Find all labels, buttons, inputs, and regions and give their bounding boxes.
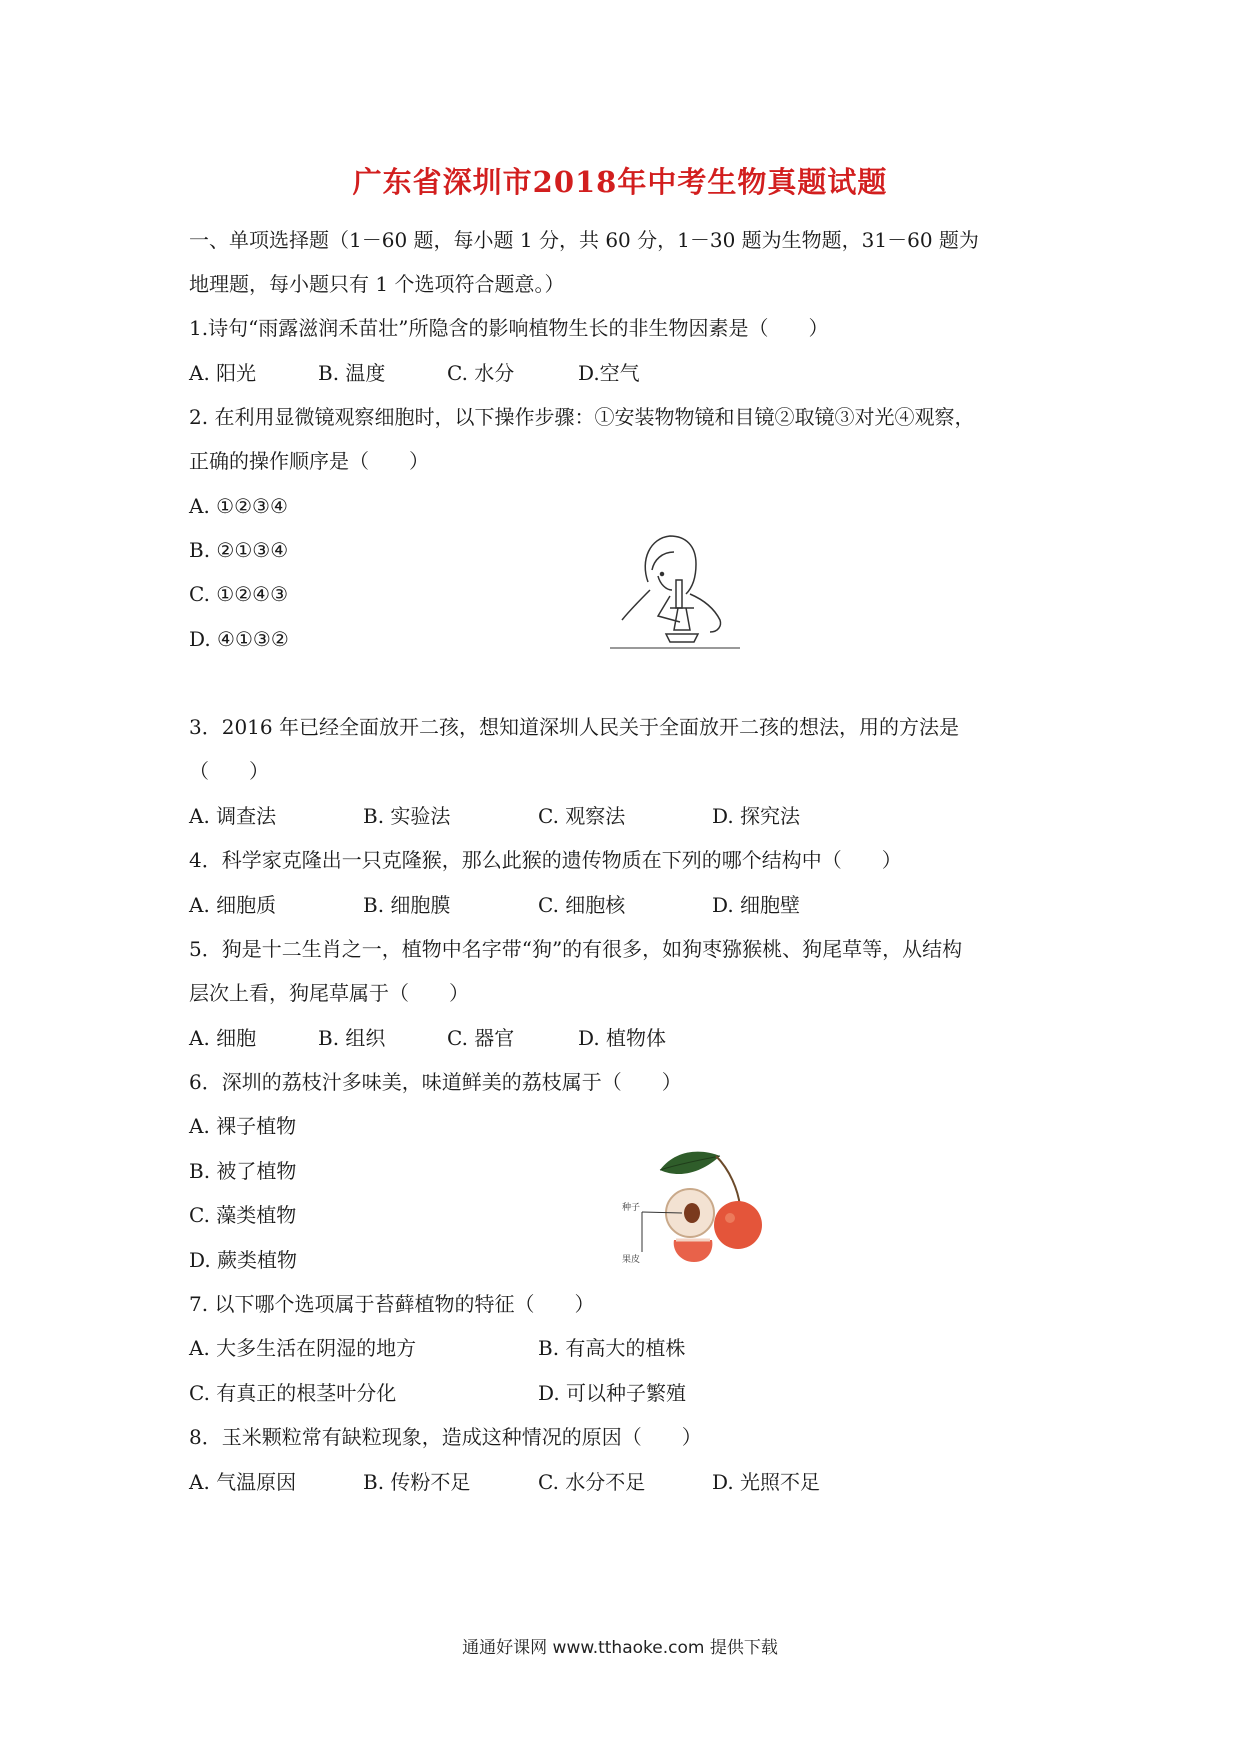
- page-footer: 通通好课网 www.tthaoke.com 提供下载: [462, 1638, 778, 1658]
- option: C. 器官: [447, 1026, 515, 1050]
- question-3-text: 3．2016 年已经全面放开二孩，想知道深圳人民关于全面放开二孩的想法，用的方法是: [189, 715, 959, 739]
- option: B. 被了植物: [189, 1159, 297, 1183]
- lychee-illustration: [620, 1150, 775, 1265]
- question-6-text: 6．深圳的荔枝汁多味美，味道鲜美的荔枝属于（ ）: [189, 1070, 682, 1094]
- option: C. 细胞核: [538, 893, 626, 917]
- option: C. 观察法: [538, 804, 626, 828]
- option: D. 蕨类植物: [189, 1248, 298, 1272]
- section-heading-line-2: 地理题，每小题只有 1 个选项符合题意。）: [189, 272, 565, 296]
- option: D. 可以种子繁殖: [538, 1381, 687, 1405]
- option: B. 温度: [318, 361, 386, 385]
- option: C. 有真正的根茎叶分化: [189, 1381, 397, 1405]
- option: C. 水分: [447, 361, 515, 385]
- option: A. 调查法: [189, 804, 277, 828]
- option: D. 探究法: [712, 804, 801, 828]
- question-5-text-cont: 层次上看，狗尾草属于（ ）: [189, 981, 469, 1005]
- page-title: 广东省深圳市2018年中考生物真题试题: [352, 165, 888, 199]
- option: B. 传粉不足: [363, 1470, 471, 1494]
- question-2-text: 2. 在利用显微镜观察细胞时，以下操作步骤：①安装物物镜和目镜②取镜③对光④观察，: [189, 405, 975, 429]
- option: B. ②①③④: [189, 538, 289, 562]
- question-1-text: 1.诗句“雨露滋润禾苗壮”所隐含的影响植物生长的非生物因素是（ ）: [189, 316, 829, 340]
- option: A. 大多生活在阴湿的地方: [189, 1336, 417, 1360]
- option: B. 组织: [318, 1026, 386, 1050]
- question-7-text: 7. 以下哪个选项属于苔藓植物的特征（ ）: [189, 1292, 595, 1316]
- option: D.空气: [578, 361, 640, 385]
- option: C. 藻类植物: [189, 1203, 297, 1227]
- microscope-illustration: [610, 530, 740, 650]
- peel-label: 果皮: [622, 1255, 641, 1265]
- option: D. 细胞壁: [712, 893, 801, 917]
- section-heading-line-1: 一、单项选择题（1－60 题，每小题 1 分，共 60 分，1－30 题为生物题，31－60 题为: [189, 228, 979, 252]
- seed-label: 种子: [622, 1203, 641, 1213]
- option: B. 细胞膜: [363, 893, 451, 917]
- option: C. 水分不足: [538, 1470, 646, 1494]
- question-2-text-cont: 正确的操作顺序是（ ）: [189, 449, 429, 473]
- option: A. 细胞质: [189, 893, 277, 917]
- option: C. ①②④③: [189, 582, 289, 606]
- question-3-text-cont: （ ）: [189, 759, 269, 783]
- option: D. 光照不足: [712, 1470, 821, 1494]
- question-8-text: 8．玉米颗粒常有缺粒现象，造成这种情况的原因（ ）: [189, 1425, 702, 1449]
- option: A. 阳光: [189, 361, 257, 385]
- option: D. 植物体: [578, 1026, 667, 1050]
- option: D. ④①③②: [189, 627, 289, 651]
- question-4-text: 4．科学家克隆出一只克隆猴，那么此猴的遗传物质在下列的哪个结构中（ ）: [189, 848, 902, 872]
- option: A. ①②③④: [189, 494, 288, 518]
- option: B. 实验法: [363, 804, 451, 828]
- option: A. 裸子植物: [189, 1114, 297, 1138]
- option: A. 细胞: [189, 1026, 257, 1050]
- question-5-text: 5．狗是十二生肖之一，植物中名字带“狗”的有很多，如狗枣猕猴桃、狗尾草等，从结构: [189, 937, 963, 961]
- option: B. 有高大的植株: [538, 1336, 686, 1360]
- option: A. 气温原因: [189, 1470, 297, 1494]
